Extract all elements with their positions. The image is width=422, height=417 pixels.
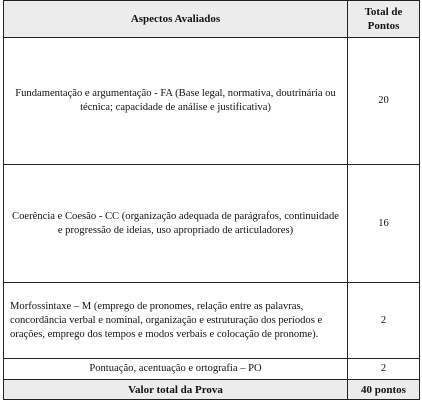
aspect-points: 2 bbox=[348, 283, 420, 359]
aspect-points: 16 bbox=[348, 165, 420, 283]
table-row bbox=[4, 359, 420, 380]
table-header-row bbox=[4, 1, 420, 38]
aspect-description: Fundamentação e argumentação - FA (Base legal, normativa, doutrinária ou técnica; capacidade de análise e justificativa) bbox=[4, 38, 348, 165]
grading-criteria-table bbox=[3, 0, 420, 400]
table-row bbox=[4, 165, 420, 283]
aspect-points: 20 bbox=[348, 38, 420, 165]
header-points: Total de Pontos bbox=[348, 1, 420, 38]
table-row bbox=[4, 38, 420, 165]
aspect-points: 2 bbox=[348, 359, 420, 380]
total-value: 40 pontos bbox=[348, 380, 420, 400]
table-row bbox=[4, 283, 420, 359]
aspect-description: Morfossintaxe – M (emprego de pronomes, relação entre as palavras, concordância verbal e nominal, organização e estruturação dos períodos e orações, emprego dos tempos e modos verbais e colocação de pronome). bbox=[4, 283, 348, 359]
table-total-row bbox=[4, 380, 420, 400]
total-label: Valor total da Prova bbox=[4, 380, 348, 400]
header-aspects: Aspectos Avaliados bbox=[4, 1, 348, 38]
aspect-description: Coerência e Coesão - CC (organização adequada de parágrafos, continuidade e progressão de ideias, uso apropriado de articuladores) bbox=[4, 165, 348, 283]
aspect-description: Pontuação, acentuação e ortografia – PO bbox=[4, 359, 348, 380]
